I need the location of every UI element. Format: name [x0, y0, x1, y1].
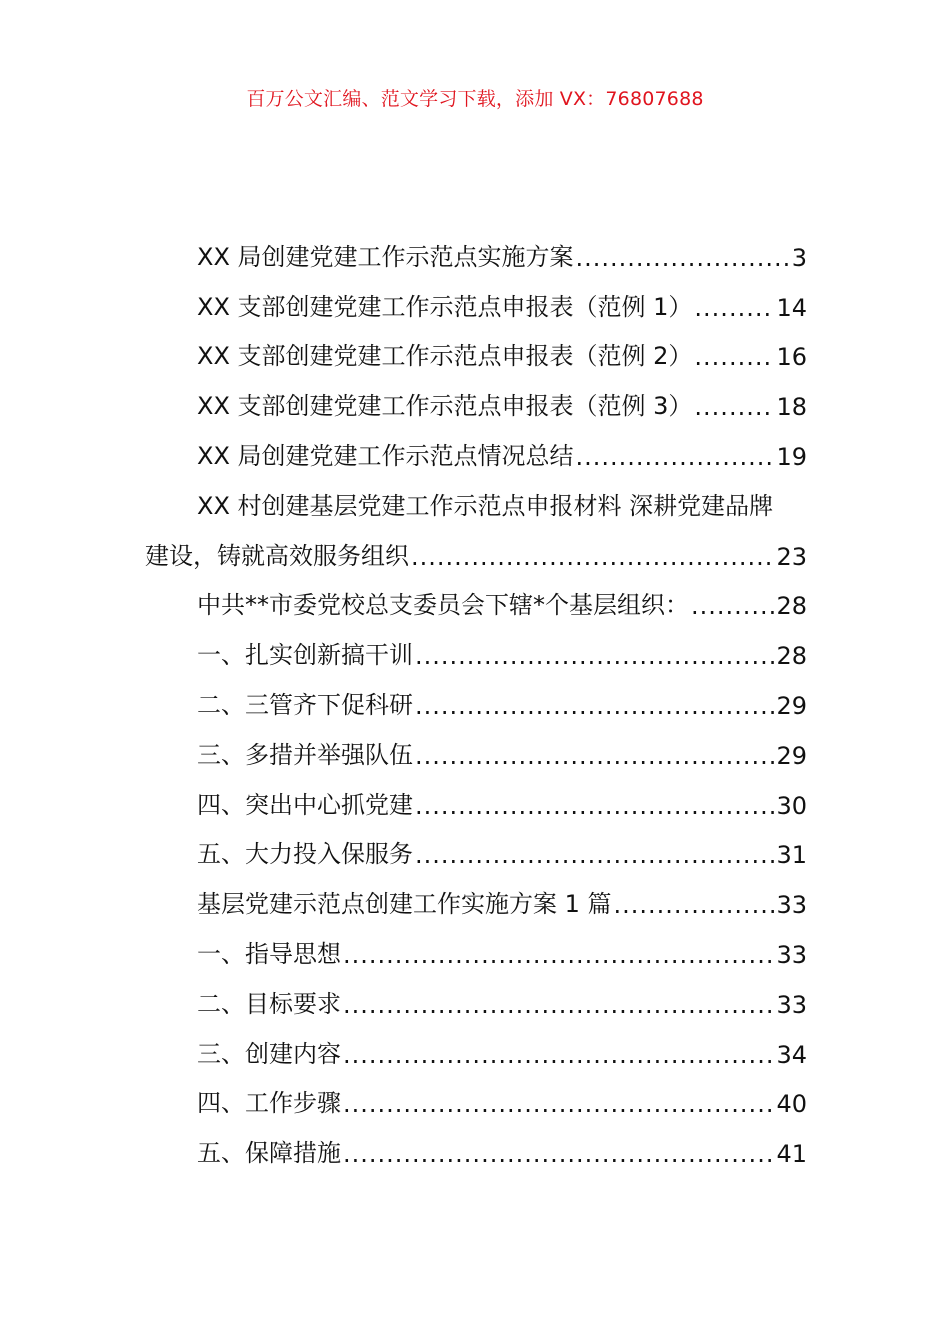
toc-page-number: 30 — [776, 791, 807, 820]
toc-page-number: 3 — [791, 243, 807, 272]
toc-leader-dots — [694, 343, 774, 371]
toc-leader-dots — [694, 294, 774, 322]
table-of-contents — [145, 222, 807, 1168]
toc-page-number: 16 — [776, 343, 807, 372]
toc-entry[interactable] — [145, 222, 807, 272]
toc-entry[interactable] — [145, 969, 807, 1019]
toc-leader-dots — [576, 443, 775, 471]
toc-entry[interactable] — [145, 272, 807, 322]
toc-entry-title: XX 支部创建党建工作示范点申报表（范例 1） — [197, 292, 693, 321]
toc-page-number: 40 — [776, 1090, 807, 1119]
toc-page-number: 31 — [776, 841, 807, 870]
toc-page-number: 28 — [776, 642, 807, 671]
toc-page-number: 19 — [776, 442, 807, 471]
toc-leader-dots — [415, 841, 774, 869]
toc-page-number: 33 — [776, 891, 807, 920]
toc-page-number: 33 — [776, 990, 807, 1019]
toc-entry-title: XX 村创建基层党建工作示范点申报材料 深耕党建品牌 — [197, 491, 774, 520]
toc-entry[interactable] — [145, 720, 807, 770]
toc-entry[interactable] — [145, 869, 807, 919]
toc-page-number: 34 — [776, 1040, 807, 1069]
watermark-header: 百万公文汇编、范文学习下载，添加 VX：76807688 — [246, 88, 704, 110]
toc-page-number: 23 — [776, 542, 807, 571]
toc-leader-dots — [343, 941, 774, 969]
toc-entry-title: 五、保障措施 — [197, 1139, 341, 1168]
toc-entry-title: 三、多措并举强队伍 — [197, 740, 413, 769]
toc-entry-title: 一、扎实创新搞干训 — [197, 641, 413, 670]
toc-page-number: 41 — [776, 1140, 807, 1169]
toc-leader-dots — [415, 642, 774, 670]
toc-entry[interactable] — [145, 571, 807, 621]
toc-leader-dots — [691, 592, 774, 620]
toc-entry[interactable] — [145, 670, 807, 720]
toc-page-number: 29 — [776, 741, 807, 770]
toc-entry[interactable] — [145, 1069, 807, 1119]
toc-entry[interactable] — [145, 1118, 807, 1168]
toc-entry-title: 一、指导思想 — [197, 939, 341, 968]
toc-leader-dots — [343, 1041, 774, 1069]
toc-entry[interactable] — [145, 620, 807, 670]
toc-entry-title-continued: 建设，铸就高效服务组织 — [145, 541, 409, 570]
toc-entry[interactable] — [145, 1019, 807, 1069]
toc-entry[interactable] — [145, 820, 807, 870]
toc-entry-title: 二、三管齐下促科研 — [197, 690, 413, 719]
toc-entry[interactable] — [145, 471, 807, 571]
toc-entry-title: 基层党建示范点创建工作实施方案 1 篇 — [197, 890, 612, 919]
toc-page-number: 18 — [776, 393, 807, 422]
toc-leader-dots — [415, 692, 774, 720]
toc-entry[interactable] — [145, 421, 807, 471]
toc-entry[interactable] — [145, 919, 807, 969]
toc-leader-dots — [415, 792, 774, 820]
toc-leader-dots — [343, 1090, 774, 1118]
toc-entry-title: XX 局创建党建工作示范点情况总结 — [197, 441, 574, 470]
toc-page-number: 28 — [776, 592, 807, 621]
toc-leader-dots — [415, 742, 774, 770]
toc-leader-dots — [343, 991, 774, 1019]
toc-leader-dots — [576, 244, 790, 272]
toc-page-number: 14 — [776, 293, 807, 322]
toc-entry-title: 四、工作步骤 — [197, 1089, 341, 1118]
toc-leader-dots — [411, 543, 774, 571]
toc-entry-title: XX 局创建党建工作示范点实施方案 — [197, 242, 574, 271]
toc-leader-dots — [343, 1140, 774, 1168]
toc-entry[interactable] — [145, 371, 807, 421]
toc-page-number: 33 — [776, 940, 807, 969]
toc-entry-title: 三、创建内容 — [197, 1039, 341, 1068]
toc-entry-title: XX 支部创建党建工作示范点申报表（范例 2） — [197, 342, 693, 371]
toc-entry-title: 二、目标要求 — [197, 989, 341, 1018]
toc-entry-title: XX 支部创建党建工作示范点申报表（范例 3） — [197, 392, 693, 421]
toc-page-number: 29 — [776, 691, 807, 720]
toc-leader-dots — [694, 393, 774, 421]
toc-entry[interactable] — [145, 770, 807, 820]
toc-entry-title: 五、大力投入保服务 — [197, 840, 413, 869]
toc-leader-dots — [614, 891, 775, 919]
toc-entry-title: 中共**市委党校总支委员会下辖*个基层组织： — [197, 591, 689, 620]
toc-entry-title: 四、突出中心抓党建 — [197, 790, 413, 819]
toc-entry[interactable] — [145, 322, 807, 372]
